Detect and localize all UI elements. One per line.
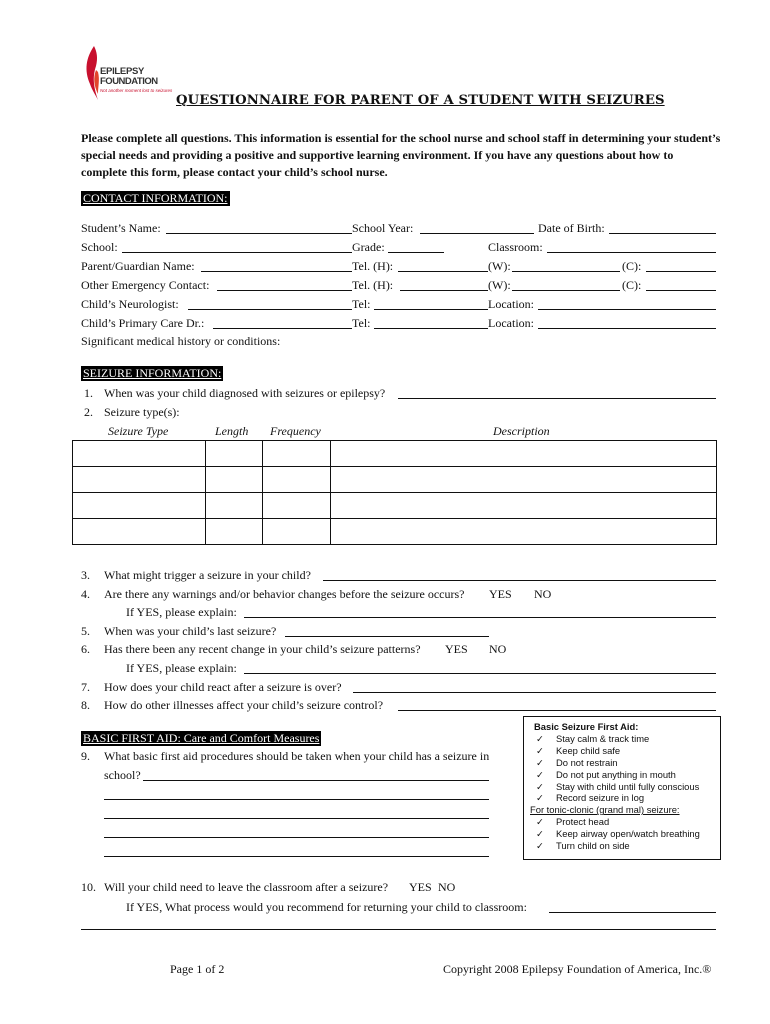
contact-heading: CONTACT INFORMATION: xyxy=(83,191,228,205)
q6-number: 6. xyxy=(81,642,90,656)
frequency-cell[interactable] xyxy=(263,519,331,545)
logo-tagline: Not another moment lost to seizures xyxy=(100,88,173,93)
check-icon: ✓ xyxy=(536,816,544,828)
frequency-cell[interactable] xyxy=(263,467,331,493)
tonic-item: Protect head xyxy=(556,816,610,828)
list-item xyxy=(524,745,720,757)
grade-field[interactable] xyxy=(388,239,444,253)
emergency-w-field[interactable] xyxy=(512,277,620,291)
emergency-c-field[interactable] xyxy=(646,277,716,291)
q4-number: 4. xyxy=(81,587,90,601)
logo-line1: EPILEPSY xyxy=(100,66,145,77)
q9-field[interactable] xyxy=(143,767,489,781)
q6-explain-field[interactable] xyxy=(244,660,716,674)
q9-line-field[interactable] xyxy=(104,824,489,838)
logo-line2: FOUNDATION xyxy=(100,76,158,87)
neurologist-location-label: Location: xyxy=(488,297,534,311)
emergency-tel-h-label: Tel. (H): xyxy=(352,278,394,292)
q10-no[interactable]: NO xyxy=(438,880,456,894)
q6-label: Has there been any recent change in your child’s seizure patterns? xyxy=(104,642,421,656)
q9-label-line1: What basic first aid procedures should be taken when your child has a seizure in xyxy=(104,749,490,763)
parent-tel-h-label: Tel. (H): xyxy=(352,259,394,273)
q6-yes[interactable]: YES xyxy=(445,642,468,656)
check-icon: ✓ xyxy=(536,828,544,840)
first-aid-item: Stay with child until fully conscious xyxy=(556,780,700,792)
first-aid-item: Stay calm & track time xyxy=(556,732,650,744)
first-aid-item: Keep child safe xyxy=(556,744,621,756)
q7-number: 7. xyxy=(81,680,90,694)
seizure-type-cell[interactable] xyxy=(73,493,206,519)
q9-number: 9. xyxy=(81,749,90,763)
medical-history-label: Significant medical history or conditions: xyxy=(81,334,281,348)
parent-label: Parent/Guardian Name: xyxy=(81,259,195,273)
check-icon: ✓ xyxy=(536,768,544,780)
neurologist-location-field[interactable] xyxy=(538,296,716,310)
copyright: Copyright 2008 Epilepsy Foundation of America, Inc.® xyxy=(443,962,712,976)
primary-care-location-field[interactable] xyxy=(538,315,716,329)
first-aid-item: Do not put anything in mouth xyxy=(556,768,676,780)
list-item xyxy=(524,792,720,804)
tonic-clonic-heading: For tonic-clonic (grand mal) seizure: xyxy=(530,804,680,816)
q7-label: How does your child react after a seizure is over? xyxy=(104,680,342,694)
page-title: QUESTIONNAIRE FOR PARENT OF A STUDENT WITH SEIZURES xyxy=(176,93,665,108)
check-icon: ✓ xyxy=(536,744,544,756)
q4-explain-label: If YES, please explain: xyxy=(126,605,237,619)
list-item xyxy=(524,757,720,769)
q3-field[interactable] xyxy=(323,567,716,581)
list-item xyxy=(524,828,720,840)
col-seizure-type: Seizure Type xyxy=(108,424,169,438)
seizure-type-cell[interactable] xyxy=(73,519,206,545)
q7-field[interactable] xyxy=(353,679,716,693)
neurologist-label: Child’s Neurologist: xyxy=(81,297,179,311)
parent-tel-h-field[interactable] xyxy=(398,258,488,272)
dob-label: Date of Birth: xyxy=(538,221,605,235)
seizure-heading: SEIZURE INFORMATION: xyxy=(83,366,222,380)
check-icon: ✓ xyxy=(536,792,544,804)
q8-number: 8. xyxy=(81,698,90,712)
q9-line-field[interactable] xyxy=(104,805,489,819)
first-aid-item: Do not restrain xyxy=(556,756,618,768)
page-number: Page 1 of 2 xyxy=(170,962,225,976)
q6-no[interactable]: NO xyxy=(489,642,507,656)
q4-yes[interactable]: YES xyxy=(489,587,512,601)
q10-followup-field[interactable] xyxy=(549,899,716,913)
q10-line-field[interactable] xyxy=(81,916,716,930)
col-length: Length xyxy=(215,424,249,438)
emergency-c-label: (C): xyxy=(622,278,642,292)
seizure-type-cell[interactable] xyxy=(73,441,206,467)
frequency-cell[interactable] xyxy=(263,441,331,467)
q10-number: 10. xyxy=(81,880,96,894)
q3-label: What might trigger a seizure in your child? xyxy=(104,568,311,582)
parent-w-field[interactable] xyxy=(512,258,620,272)
emergency-label: Other Emergency Contact: xyxy=(81,278,210,292)
description-cell[interactable] xyxy=(331,467,717,493)
first-aid-heading: BASIC FIRST AID: Care and Comfort Measures xyxy=(83,731,320,745)
description-cell[interactable] xyxy=(331,441,717,467)
primary-care-location-label: Location: xyxy=(488,316,534,330)
frequency-cell[interactable] xyxy=(263,493,331,519)
table-row xyxy=(73,493,717,519)
q5-field[interactable] xyxy=(285,623,489,637)
q9-label-line2: school? xyxy=(104,768,141,782)
q10-yes[interactable]: YES xyxy=(409,880,432,894)
q3-number: 3. xyxy=(81,568,90,582)
description-cell[interactable] xyxy=(331,519,717,545)
q5-number: 5. xyxy=(81,624,90,638)
list-item xyxy=(524,733,720,745)
seizure-type-table xyxy=(72,440,717,545)
q4-explain-field[interactable] xyxy=(244,604,716,618)
classroom-field[interactable] xyxy=(547,239,716,253)
student-name-field[interactable] xyxy=(166,220,352,234)
epilepsy-foundation-logo xyxy=(82,44,172,104)
table-row xyxy=(73,519,717,545)
neurologist-field[interactable] xyxy=(188,296,352,310)
q2-number: 2. xyxy=(84,405,93,419)
neurologist-tel-label: Tel: xyxy=(352,297,371,311)
tonic-item: Keep airway open/watch breathing xyxy=(556,828,700,840)
list-item xyxy=(524,840,720,852)
q1-field[interactable] xyxy=(398,385,716,399)
list-item xyxy=(524,781,720,793)
col-frequency: Frequency xyxy=(270,424,321,438)
length-cell[interactable] xyxy=(206,493,263,519)
parent-c-field[interactable] xyxy=(646,258,716,272)
col-description: Description xyxy=(493,424,550,438)
length-cell[interactable] xyxy=(206,467,263,493)
parent-w-label: (W): xyxy=(488,259,511,273)
length-cell[interactable] xyxy=(206,519,263,545)
parent-c-label: (C): xyxy=(622,259,642,273)
school-year-label: School Year: xyxy=(352,221,414,235)
q8-field[interactable] xyxy=(398,697,716,711)
check-icon: ✓ xyxy=(536,780,544,792)
grade-label: Grade: xyxy=(352,240,385,254)
q2-label: Seizure type(s): xyxy=(104,405,180,419)
first-aid-box xyxy=(523,716,721,860)
seizure-type-cell[interactable] xyxy=(73,467,206,493)
school-field[interactable] xyxy=(122,239,352,253)
parent-field[interactable] xyxy=(201,258,352,272)
school-year-field[interactable] xyxy=(420,220,534,234)
description-cell[interactable] xyxy=(331,493,717,519)
q10-followup-label: If YES, What process would you recommend for returning your child to classroom: xyxy=(126,900,527,914)
student-name-label: Student’s Name: xyxy=(81,221,161,235)
list-item xyxy=(524,769,720,781)
emergency-field[interactable] xyxy=(217,277,352,291)
check-icon: ✓ xyxy=(536,732,544,744)
primary-care-field[interactable] xyxy=(213,315,352,329)
primary-care-label: Child’s Primary Care Dr.: xyxy=(81,316,205,330)
length-cell[interactable] xyxy=(206,441,263,467)
intro-text: Please complete all questions. This information is essential for the school nurse and school staff in determining your student’s special needs and providing a positive and supportive learning environment. If you have any questions about how to complete this form, please contact your child’s school nurse. xyxy=(81,131,721,179)
q6-explain-label: If YES, please explain: xyxy=(126,661,237,675)
q10-label: Will your child need to leave the classroom after a seizure? xyxy=(104,880,389,894)
table-row xyxy=(73,441,717,467)
first-aid-item: Record seizure in log xyxy=(556,792,645,804)
table-row xyxy=(73,467,717,493)
emergency-tel-h-field[interactable] xyxy=(400,277,488,291)
neurologist-tel-field[interactable] xyxy=(374,296,488,310)
primary-care-tel-field[interactable] xyxy=(374,315,488,329)
q5-label: When was your child’s last seizure? xyxy=(104,624,277,638)
check-icon: ✓ xyxy=(536,840,544,852)
list-item xyxy=(524,816,720,828)
q4-label: Are there any warnings and/or behavior changes before the seizure occurs? xyxy=(104,587,465,601)
q4-no[interactable]: NO xyxy=(534,587,552,601)
q8-label: How do other illnesses affect your child’s seizure control? xyxy=(104,698,384,712)
primary-care-tel-label: Tel: xyxy=(352,316,371,330)
emergency-w-label: (W): xyxy=(488,278,511,292)
school-label: School: xyxy=(81,240,118,254)
q9-line-field[interactable] xyxy=(104,843,489,857)
dob-field[interactable] xyxy=(609,220,716,234)
check-icon: ✓ xyxy=(536,756,544,768)
q1-number: 1. xyxy=(84,386,93,400)
classroom-label: Classroom: xyxy=(488,240,543,254)
q9-line-field[interactable] xyxy=(104,786,489,800)
tonic-item: Turn child on side xyxy=(556,840,630,852)
first-aid-box-title: Basic Seizure First Aid: xyxy=(534,721,639,732)
q1-label: When was your child diagnosed with seizures or epilepsy? xyxy=(104,386,386,400)
